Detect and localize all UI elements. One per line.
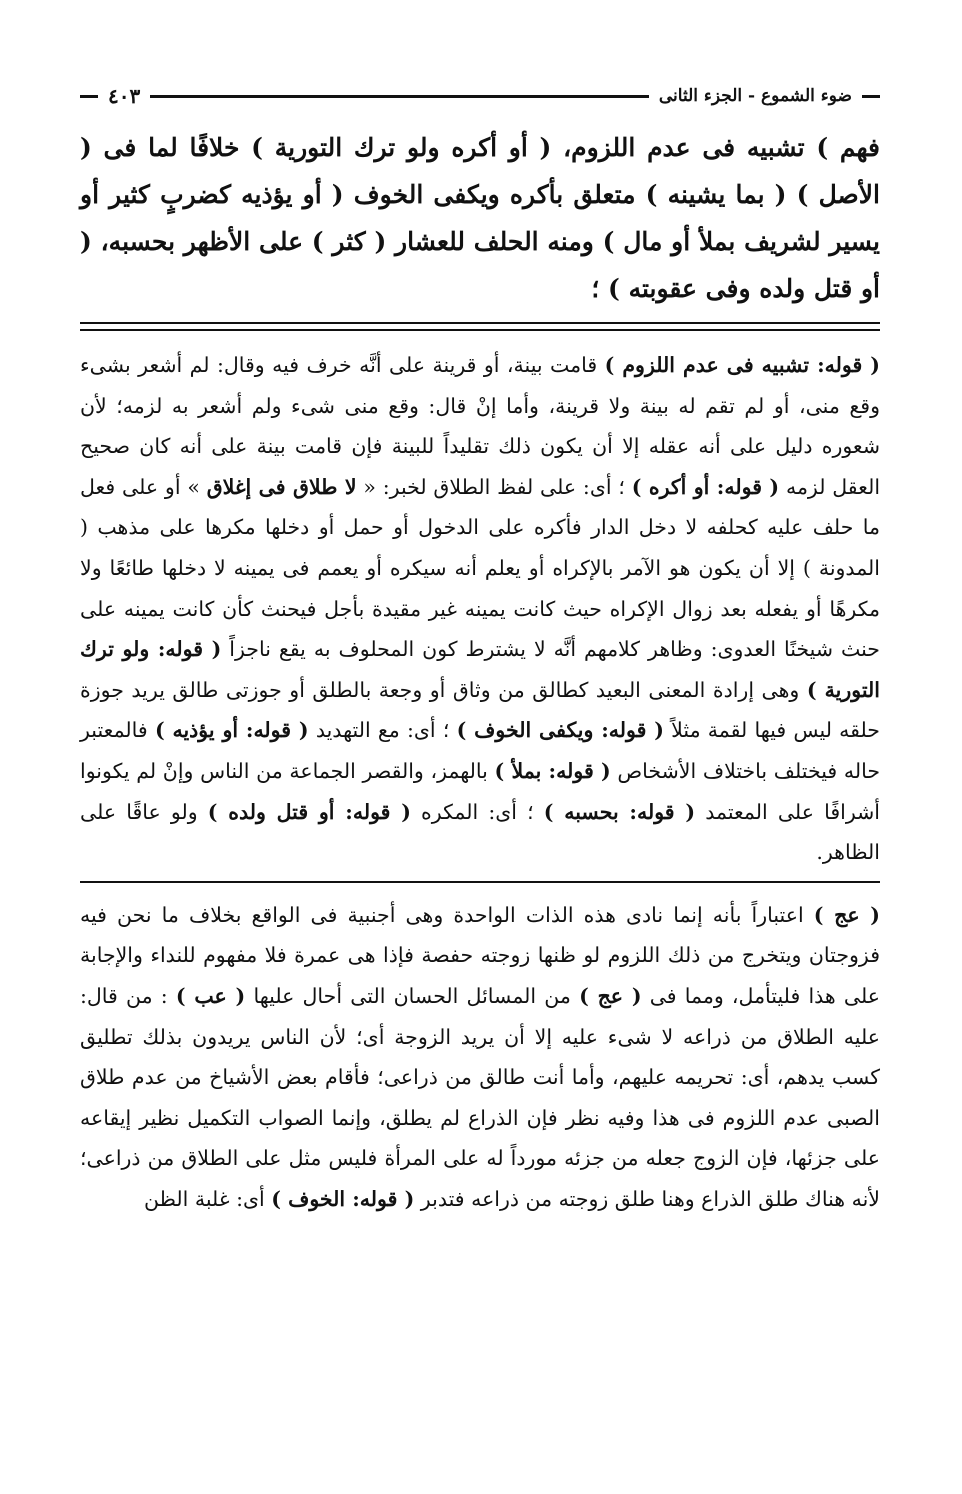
gloss-text-5: : من قال: عليه الطلاق من ذراعه لا شىء عليه إلا أن يريد الزوجة أى؛ لأن الناس يريدون بذلك تطليق كسب يدهم، أى: تحريمه عليهم، وأما أنت طالق من ذراعى؛ فأقام بعض الأشياخ من عدم طلاق الصبى عدم اللزوم فى هذا وفيه نظر فإن الذراع لم يطلق، وإنما الصواب التكميل نظير إيقاعه على جزئها، فإن الزوج جعله من جزئه مورداً له على المرأة فليس مثل على الطلاق من ذراعى؛ لأنه هناك طلق الذراع وهنا طلق زوجته من ذراعه فتدبر [80,983,880,1211]
commentary-quote-12: ( قوله: بملأ ) [494,758,611,783]
double-divider [80,322,880,331]
commentary-quote-2: ( قوله: أو أكره ) [631,474,780,499]
commentary-quote-6: ( قوله: ولو ترك التورية ) [80,637,880,702]
commentary-quote-10: ( قوله: أو يؤذيه ) [154,718,309,743]
main-text: فهم ) تشبيه فى عدم اللزوم، ( أو أكره ولو ترك التورية ) خلافًا لما فى ( الأصل ) ( بما يشينه ) متعلق بأكره ويكفى الخوف ( أو يؤذيه كضربٍ كثير أو يسير لشريف بملأ أو مال ) ومنه الحلف للعشار ( كثر ) على الأظهر بحسبه، ( أو قتل ولده وفى عقوبته ) ؛ [80,133,880,303]
commentary-text-17: ولو عاقًا على الظاهر. [80,799,880,865]
commentary-quote-16: ( قوله: أو قتل ولده ) [207,799,411,824]
gloss-quote-4: ( عب ) [175,983,246,1008]
commentary-quote-14: ( قوله: بحسبه ) [543,799,696,824]
commentary-paragraph [80,345,880,873]
gloss-quote-0: ( عج ) [813,902,880,927]
gloss-text-3: من المسائل الحسان التى أحال عليها [245,983,580,1008]
commentary-text-15: ؛ أى: المكره [410,799,544,824]
commentary-text-7: وهى إرادة المعنى البعيد كطالق من وثاق أو وجعة بالطلق أو جوزتى طالق يريد جوزة حلقه ليس فيها لقمة مثلاً [80,677,880,743]
commentary-block [80,345,880,873]
gloss-block [80,895,880,1220]
commentary-text-1: قامت بينة، أو قرينة على أنَّه خرف فيه وقال: لم أشعر بشىء وقع منى، أو لم تقم له بينة ولا قرينة، وأما إنْ قال: وقع منى شىء ولم أشعر به لزمه؛ لأن شعوره دليل على أنه عقله إلا أن يكون ذلك تقليداً للبينة فإن قامت بينة على أنه كان صحيح العقل لزمه [80,353,881,499]
gloss-quote-6: ( قوله: الخوف ) [271,1186,415,1211]
commentary-text-13: بالهمز، والقصر الجماعة من الناس وإنْ لم يكونوا أشرافًا على المعتمد [80,758,880,824]
gloss-text-1: اعتباراً بأنه إنما نادى هذه الذات الواحدة وهى أجنبية فى الواقع بخلاف ما نحن فيه فزوجتان ويتخرج من ذلك اللزوم لو ظنها زوجته حفصة فإذا هى عمرة فلا مفهوم للنداء والإجابة على هذا فليتأمل، ومما فى [80,902,880,1008]
page-number: ٤٠٣ [108,84,141,108]
header-dash-right [862,95,880,98]
header-title: ضوء الشموع - الجزء الثانى [658,86,852,106]
header-dash-left [80,95,98,98]
commentary-text-11: فالمعتبر حاله فيختلف باختلاف الأشخاص [80,718,880,783]
running-header [80,78,880,114]
single-divider [80,881,880,883]
commentary-quote-8: ( قوله: ويكفى الخوف ) [456,718,664,743]
commentary-text-3: ؛ أى: على لفظ الطلاق لخبر: « [356,474,632,499]
commentary-quote-4: لا طلاق فى إغلاق [206,474,357,499]
gloss-paragraph [80,895,880,1220]
header-rule [150,95,649,98]
gloss-text-7: أى: غلبة الظن [144,1186,272,1211]
commentary-text-9: ؛ أى: مع التهديد [308,718,457,743]
commentary-text-5: » أو على فعل ما حلف عليه كحلفه لا دخل الدار فأكره على الدخول أو حمل أو دخلها مكرها على مذهب ( المدونة ) إلا أن يكون هو الآمر بالإكراه أو يعلم أنه سيكره أو يعمم فى يمينه لا دخلها طائعًا ولا مكرهًا أو يفعله بعد زوال الإكراه حيث كانت يمينه غير مقيدة بأجل فيحنث كأن كانت يمينه على حنث شيخنًا العدوى: وظاهر كلامهم أنَّه لا يشترط كون المحلوف به يقع ناجزاً [80,474,880,662]
main-text-block [80,124,880,312]
commentary-quote-0: ( قوله: تشبيه فى عدم اللزوم ) [604,353,880,377]
gloss-quote-2: ( عج ) [579,983,642,1008]
